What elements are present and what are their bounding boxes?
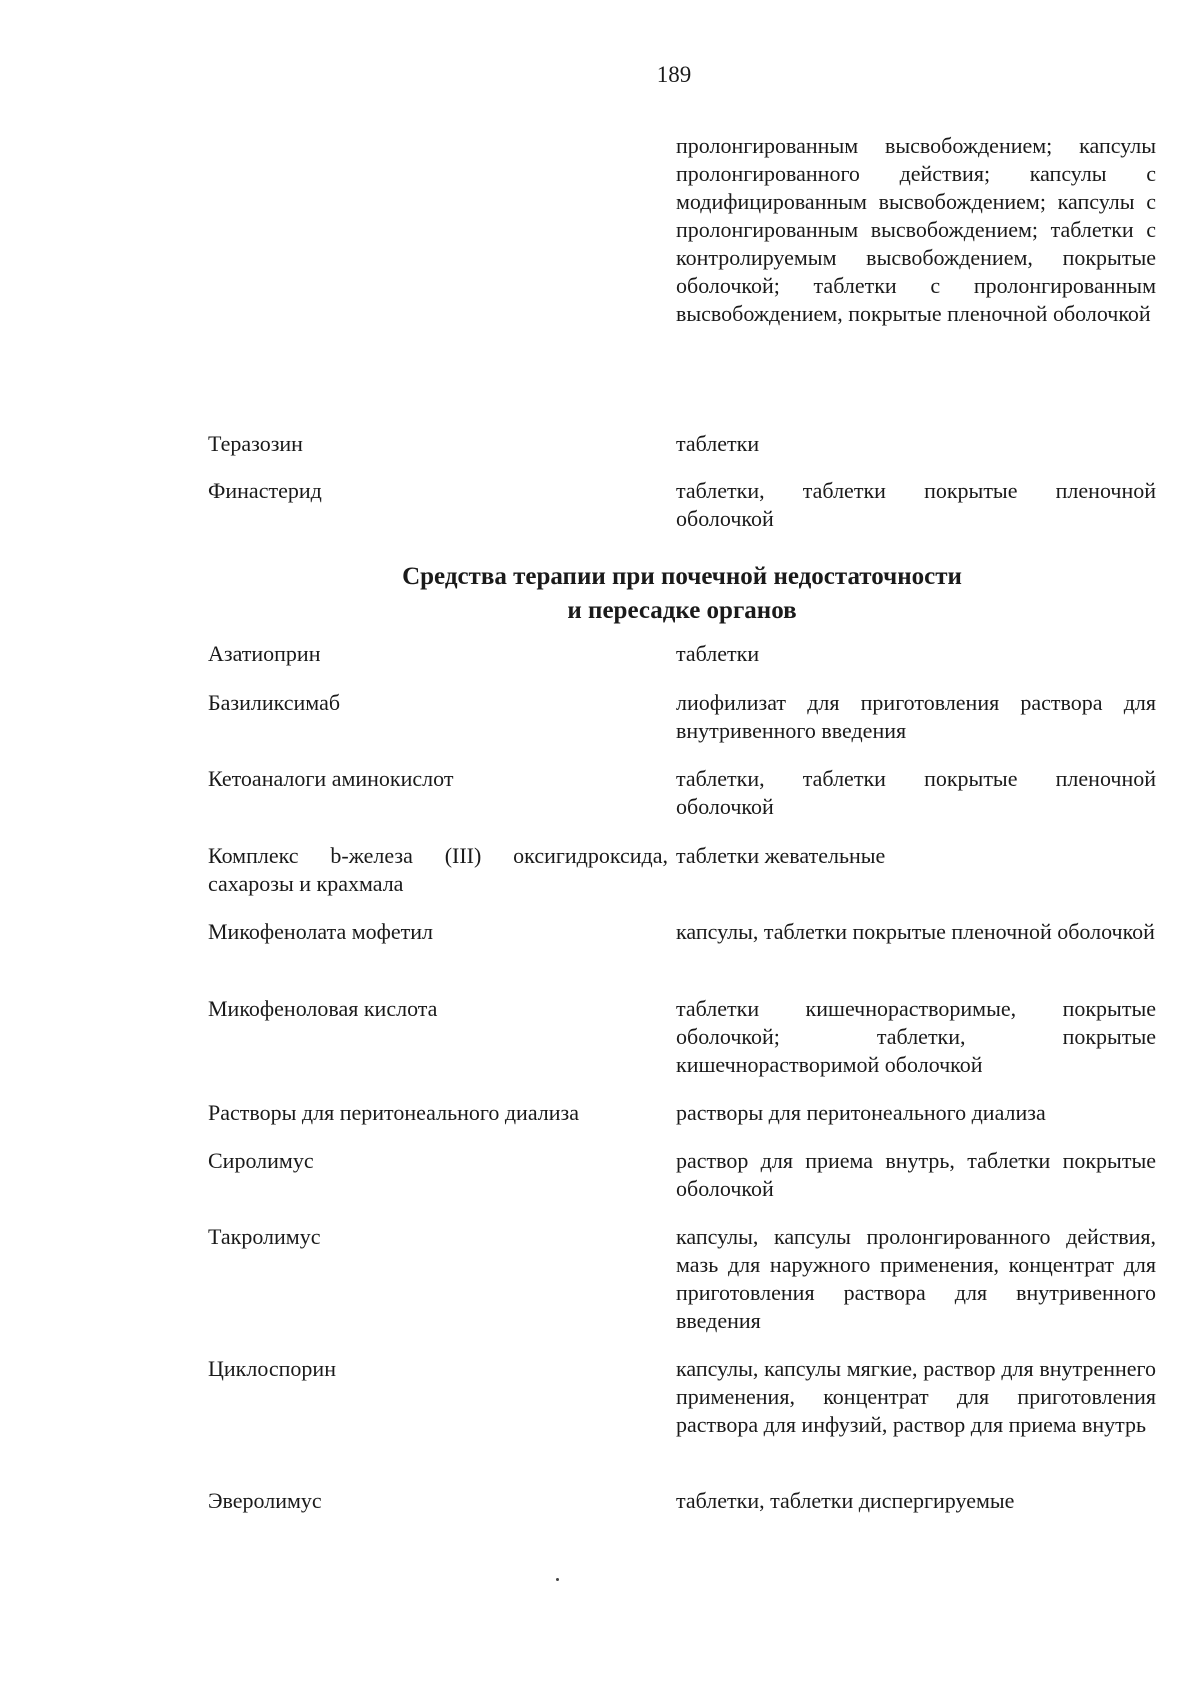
drug-name: Комплекс b-железа (III) оксигидроксида, сахарозы и крахмала — [208, 843, 668, 896]
dosage-form: капсулы, капсулы пролонгированного действия, мазь для наружного применения, концентрат для приготовления раствора для внутривенного введения — [676, 1224, 1156, 1333]
dosage-form: капсулы, таблетки покрытые пленочной оболочкой — [676, 919, 1155, 944]
scan-artifact-dot — [556, 1578, 559, 1581]
drug-name: Такролимус — [208, 1224, 321, 1249]
drug-name: Теразозин — [208, 431, 303, 456]
dosage-form: пролонгированным высвобождением; капсулы пролонгированного действия; капсулы с модифицированным высвобождением; капсулы с пролонгированным высвобождением; таблетки с контролируемым высвобождением, покрытые оболочкой; таблетки с пролонгированным высвобождением, покрытые пленочной оболочкой — [676, 133, 1156, 326]
drug-name: Циклоспорин — [208, 1356, 336, 1381]
dosage-form: таблетки — [676, 641, 760, 666]
drug-name: Базиликсимаб — [208, 690, 341, 715]
dosage-form: капсулы, капсулы мягкие, раствор для внутреннего применения, концентрат для приготовления раствора для инфузий, раствор для приема внутрь — [676, 1356, 1156, 1437]
section-heading-line-2: и пересадке органов — [567, 597, 797, 624]
dosage-form: таблетки, таблетки покрытые пленочной оболочкой — [676, 766, 1156, 819]
section-heading-line-1: Средства терапии при почечной недостаточности — [402, 563, 962, 590]
drug-name: Микофенолата мофетил — [208, 919, 434, 944]
dosage-form: таблетки, таблетки диспергируемые — [676, 1488, 1015, 1513]
dosage-form: таблетки жевательные — [676, 843, 886, 868]
drug-name: Азатиоприн — [208, 641, 321, 666]
dosage-form: таблетки кишечнорастворимые, покрытые оболочкой; таблетки, покрытые кишечнорастворимой оболочкой — [676, 996, 1156, 1077]
drug-name: Микофеноловая кислота — [208, 996, 438, 1021]
drug-name: Растворы для перитонеального диализа — [208, 1100, 579, 1125]
drug-name: Кетоаналоги аминокислот — [208, 766, 454, 791]
dosage-form: раствор для приема внутрь, таблетки покрытые оболочкой — [676, 1148, 1156, 1201]
drug-name: Финастерид — [208, 478, 322, 503]
page-number: 189 — [656, 62, 692, 87]
dosage-form: таблетки — [676, 431, 760, 456]
drug-name: Эверолимус — [208, 1488, 322, 1513]
drug-name: Сиролимус — [208, 1148, 314, 1173]
dosage-form: растворы для перитонеального диализа — [676, 1100, 1046, 1125]
section-heading — [208, 560, 1156, 628]
dosage-form: таблетки, таблетки покрытые пленочной оболочкой — [676, 478, 1156, 531]
dosage-form: лиофилизат для приготовления раствора для внутривенного введения — [676, 690, 1156, 743]
